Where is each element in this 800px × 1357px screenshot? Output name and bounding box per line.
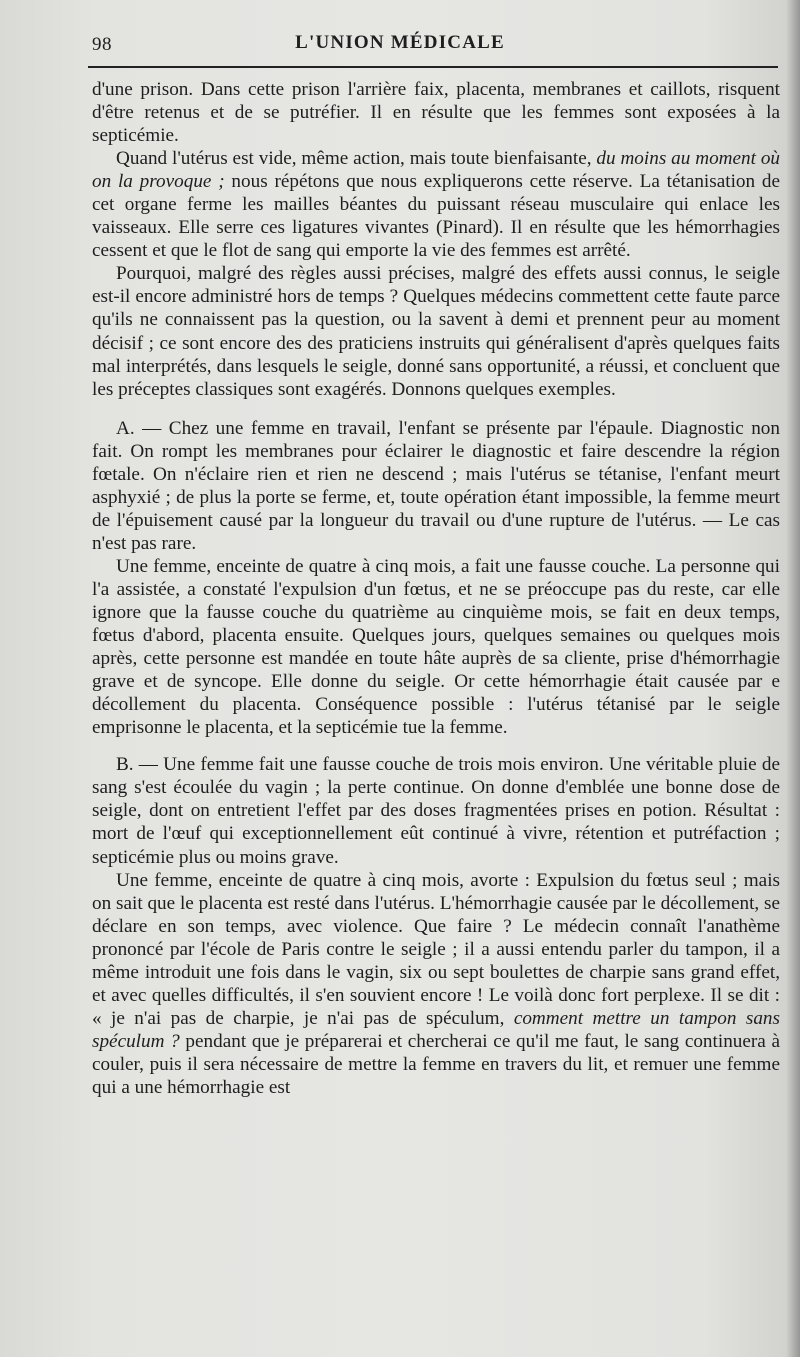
paragraph-7	[92, 869, 780, 1099]
paragraph-7-end: pendant que je préparerai et chercherai ce qu'il me faut, le sang continuera à couler, puis il sera nécessaire de mettre la femme en travers du lit, et remuer une femme qui a une hémorrhagie est	[92, 1030, 781, 1098]
running-title: L'UNION MÉDICALE	[295, 32, 505, 53]
body-text	[92, 78, 780, 1099]
paragraph-1: d'une prison. Dans cette prison l'arrière faix, placenta, membranes et caillots, risquent d'être retenus et de se putréfier. Il en résulte que les femmes sont exposées à la septicémie.	[92, 79, 780, 147]
header-rule	[88, 66, 778, 68]
paragraph-7-start: Une femme, enceinte de quatre à cinq mois, avorte : Expulsion du fœtus seul ; mais on sait que le placenta est resté dans l'utérus. L'hémorrhagie causée par le décollement, se déclare en son temps, avec violence. Que faire ? Le médecin connaît l'anathème prononcé par l'école de Paris contre le seigle ; il a aussi entendu parler du tampon, il a même introduit une fois dans le vagin, six ou sept boulettes de charpie sans grand effet, et avec quelles difficultés, il s'en souvient encore ! Le voilà donc fort perplexe. Il se dit : « je n'ai pas de charpie, je n'ai pas de spéculum,	[92, 869, 780, 1029]
paragraph-case-a: A. — Chez une femme en travail, l'enfant se présente par l'épaule. Diagnostic non fait. On rompt les membranes pour éclairer le diagnostic et faire descendre la région fœtale. On n'éclaire rien et rien ne descend ; mais l'utérus se tétanise, l'enfant meurt asphyxié ; de plus la porte se ferme, et, toute opération étant impossible, la femme meurt de l'épuisement causé par la longueur du travail ou d'une rupture de l'utérus. — Le cas n'est pas rare.	[92, 417, 780, 554]
paragraph-2-end: nous répétons que nous expliquerons cette réserve. La tétanisation de cet organe ferme les mailles béantes du puissant réseau musculaire qui enlace les vaisseaux. Elle serre ces ligatures vivantes (Pinard). Il en résulte que les hémorrhagies cessent et que le flot de sang qui emporte la vie des femmes est arrêté.	[92, 171, 780, 262]
page-number: 98	[92, 34, 112, 55]
paragraph-2-italic: du moins au moment où on la provoque ;	[92, 148, 781, 193]
paragraph-2-start: Quand l'utérus est vide, même action, mais toute bienfaisante,	[116, 148, 597, 170]
paragraph-7-italic: comment mettre un tampon sans spéculum ?	[92, 1007, 780, 1052]
binding-shadow	[786, 0, 800, 1357]
paragraph-2	[92, 147, 780, 262]
paragraph-case-b: B. — Une femme fait une fausse couche de trois mois environ. Une véritable pluie de sang s'est écoulée du vagin ; la perte continue. On donne d'emblée une bonne dose de seigle, dont on entretient l'effet par des doses fragmentées prises en potion. Résultat : mort de l'œuf qui exceptionnellement eût continué à vivre, rétention et putréfaction ; septicémie plus ou moins grave.	[92, 754, 780, 868]
paragraph-5: Une femme, enceinte de quatre à cinq mois, a fait une fausse couche. La personne qui l'a assistée, a constaté l'expulsion d'un fœtus, et ne se préoccupe pas du reste, car elle ignore que la fausse couche du quatrième au cinquième mois, se fait en deux temps, fœtus d'abord, placenta ensuite. Quelques jours, quelques semaines ou quelques mois après, cette personne est mandée en toute hâte auprès de sa cliente, prise d'hémorrhagie grave et de syncope. Elle donne du seigle. Or cette hémorrhagie était causée par e décollement du placenta. Conséquence possible : l'utérus tétanisé par le seigle emprisonne le placenta, et la septicémie tue la femme.	[92, 555, 780, 739]
paragraph-3: Pourquoi, malgré des règles aussi précises, malgré des effets aussi connus, le seigle est-il encore administré hors de temps ? Quelques médecins commettent cette faute parce qu'ils ne connaissent pas la question, ou la savent à demi et prennent peur au moment décisif ; ce sont encore des des praticiens instruits qui généralisent d'après quelques faits mal interprétés, dans lesquels le seigle, donné sans opportunité, a réussi, et concluent que les préceptes classiques sont exagérés. Donnons quelques exemples.	[92, 263, 780, 400]
